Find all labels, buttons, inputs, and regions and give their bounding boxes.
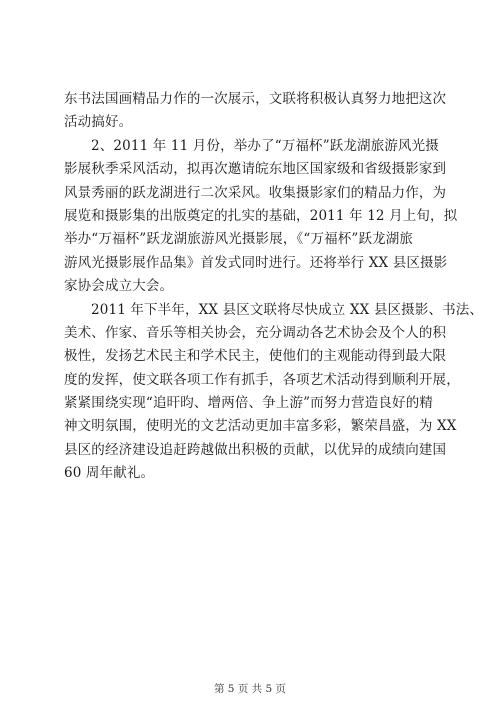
text-line: 风景秀丽的跃龙湖进行二次采风。收集摄影家们的精品力作，为 [64,184,447,201]
paragraph-start-line: 2、2011 年 11 月份，举办了“万福杯”跃龙湖旅游风光摄 [91,137,439,154]
text-line: 美术、作家、音乐等相关协会，充分调动各艺术协会及个人的积 [64,324,447,341]
text-line: 家协会成立大会。 [64,278,174,295]
text-line: 展览和摄影集的出版奠定的扎实的基础，2011 年 12 月上旬，拟 [64,207,458,224]
text-line: 举办“万福杯”跃龙湖旅游风光摄影展，《“万福杯”跃龙湖旅 [64,231,414,248]
page-number-footer: 第 5 页 共 5 页 [213,683,287,695]
paragraph-start-line: 2011 年下半年，XX 县区文联将尽快成立 XX 县区摄影、书法、 [91,301,484,318]
text-line: 游风光摄影展作品集》首发式同时进行。还将举行 XX 县区摄影 [64,254,448,271]
text-line: 东书法国画精品力作的一次展示，文联将积极认真努力地把这次 [64,91,447,107]
text-line: 县区的经济建设追赶跨越做出积极的贡献，以优异的成绩向建国 [64,441,447,458]
text-line: 活动搞好。 [64,114,133,131]
text-line: 紧紧围绕实现“追旰昀、增两倍、争上游”而努力营造良好的精 [64,395,434,412]
text-line: 60 周年献礼。 [64,465,155,482]
text-line: 神文明氛围，使明光的文艺活动更加丰富多彩，繁荣昌盛，为 XX [64,418,457,435]
text-line: 极性，发扬艺术民主和学术民主，使他们的主观能动得到最大限 [64,348,447,365]
document-body [64,88,484,486]
text-line: 度的发挥，使文联各项工作有抓手，各项艺术活动得到顺利开展， [64,371,460,388]
text-line: 影展秋季采风活动，拟再次邀请皖东地区国家级和省级摄影家到 [64,161,447,178]
